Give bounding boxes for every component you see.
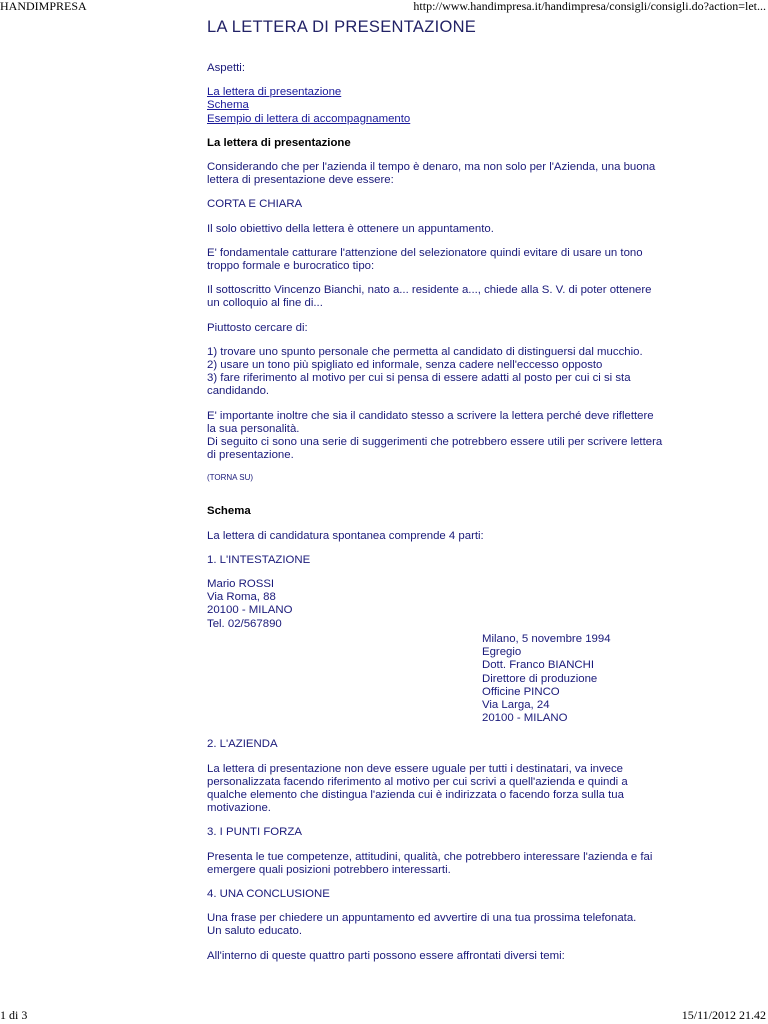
recipient-address: Milano, 5 novembre 1994 Egregio Dott. Franco BIANCHI Direttore di produzione Officine PINCO Via Larga, 24 20100 - MILANO [482, 632, 611, 725]
part3-heading: 3. I PUNTI FORZA [207, 826, 302, 839]
suggestions-list [207, 346, 687, 399]
schema-intro: La lettera di candidatura spontanea comprende 4 parti: [207, 529, 484, 542]
section-heading-lettera: La lettera di presentazione [207, 136, 351, 149]
paragraph-attenzione: E' fondamentale catturare l'attenzione del selezionatore quindi evitare di usare un tono troppo formale e burocratico tipo: [207, 246, 643, 273]
list-item: 2) usare un tono più spigliato ed informale, senza cadere nell'eccesso opposto [207, 359, 603, 372]
part1-heading: 1. L'INTESTAZIONE [207, 553, 311, 566]
section-heading-schema: Schema [207, 505, 251, 518]
list-item: 1) trovare uno spunto personale che permetta al candidato di distinguersi dal mucchio. [207, 345, 643, 358]
footer-page-number: 1 di 3 [0, 1008, 28, 1022]
closing-text: All'interno di queste quattro parti possono essere affrontati diversi temi: [207, 949, 565, 962]
part3-text: Presenta le tue competenze, attitudini, qualità, che potrebbero interessare l'azienda e fai emergere quali posizioni potrebbero interessarti. [207, 850, 653, 876]
list-item: candidando. [207, 385, 270, 398]
paragraph-esempio-formale: Il sottoscritto Vincenzo Bianchi, nato a... residente a..., chiede alla S. V. di poter ottenere un colloquio al fine di... [207, 284, 652, 310]
part2-heading: 2. L'AZIENDA [207, 738, 278, 751]
paragraph-piuttosto: Piuttosto cercare di: [207, 321, 308, 334]
corta-chiara: CORTA E CHIARA [207, 198, 303, 211]
link-esempio-lettera[interactable]: Esempio di lettera di accompagnamento [207, 112, 411, 125]
sender-address: Mario ROSSI Via Roma, 88 20100 - MILANO Tel. 02/567890 [207, 578, 293, 630]
paragraph-intro: Considerando che per l'azienda il tempo è denaro, ma non solo per l'Azienda, una buona lettera di presentazione deve essere: [207, 161, 656, 187]
torna-su-link[interactable]: (TORNA SU) [207, 473, 254, 483]
footer-datetime: 15/11/2012 21.42 [681, 1008, 766, 1022]
list-item: 3) fare riferimento al motivo per cui si pensa di essere adatti al posto per cui ci si sta [207, 372, 631, 385]
paragraph-obiettivo: Il solo obiettivo della lettera è ottenere un appuntamento. [207, 222, 494, 235]
part4-text: Una frase per chiedere un appuntamento ed avvertire di una tua prossima telefonata. Un saluto educato. [207, 912, 637, 938]
link-schema[interactable]: Schema [207, 99, 249, 112]
link-lettera-presentazione[interactable]: La lettera di presentazione [207, 86, 342, 99]
aspetti-label: Aspetti: [207, 62, 245, 74]
part4-heading: 4. UNA CONCLUSIONE [207, 887, 330, 900]
header-site-name: HANDIMPRESA [0, 0, 87, 13]
page-title: LA LETTERA DI PRESENTAZIONE [207, 18, 477, 36]
aspetti-links [207, 86, 687, 126]
part2-text: La lettera di presentazione non deve essere uguale per tutti i destinatari, va invece personalizzata facendo riferimento al motivo per cui scrivi a quell'azienda e quindi a qualche elemento che distingua l'azienda cui è indirizzata o facendo forza sulla tua motivazione. [207, 762, 628, 815]
header-url: http://www.handimpresa.it/handimpresa/consigli/consigli.do?action=let... [413, 0, 766, 13]
document-body [207, 18, 687, 974]
paragraph-importante: E' importante inoltre che sia il candidato stesso a scrivere la lettera perché deve riflettere la sua personalità. Di seguito ci sono una serie di suggerimenti che potrebbero essere utili per scrivere lettera di presentazione. [207, 409, 663, 462]
